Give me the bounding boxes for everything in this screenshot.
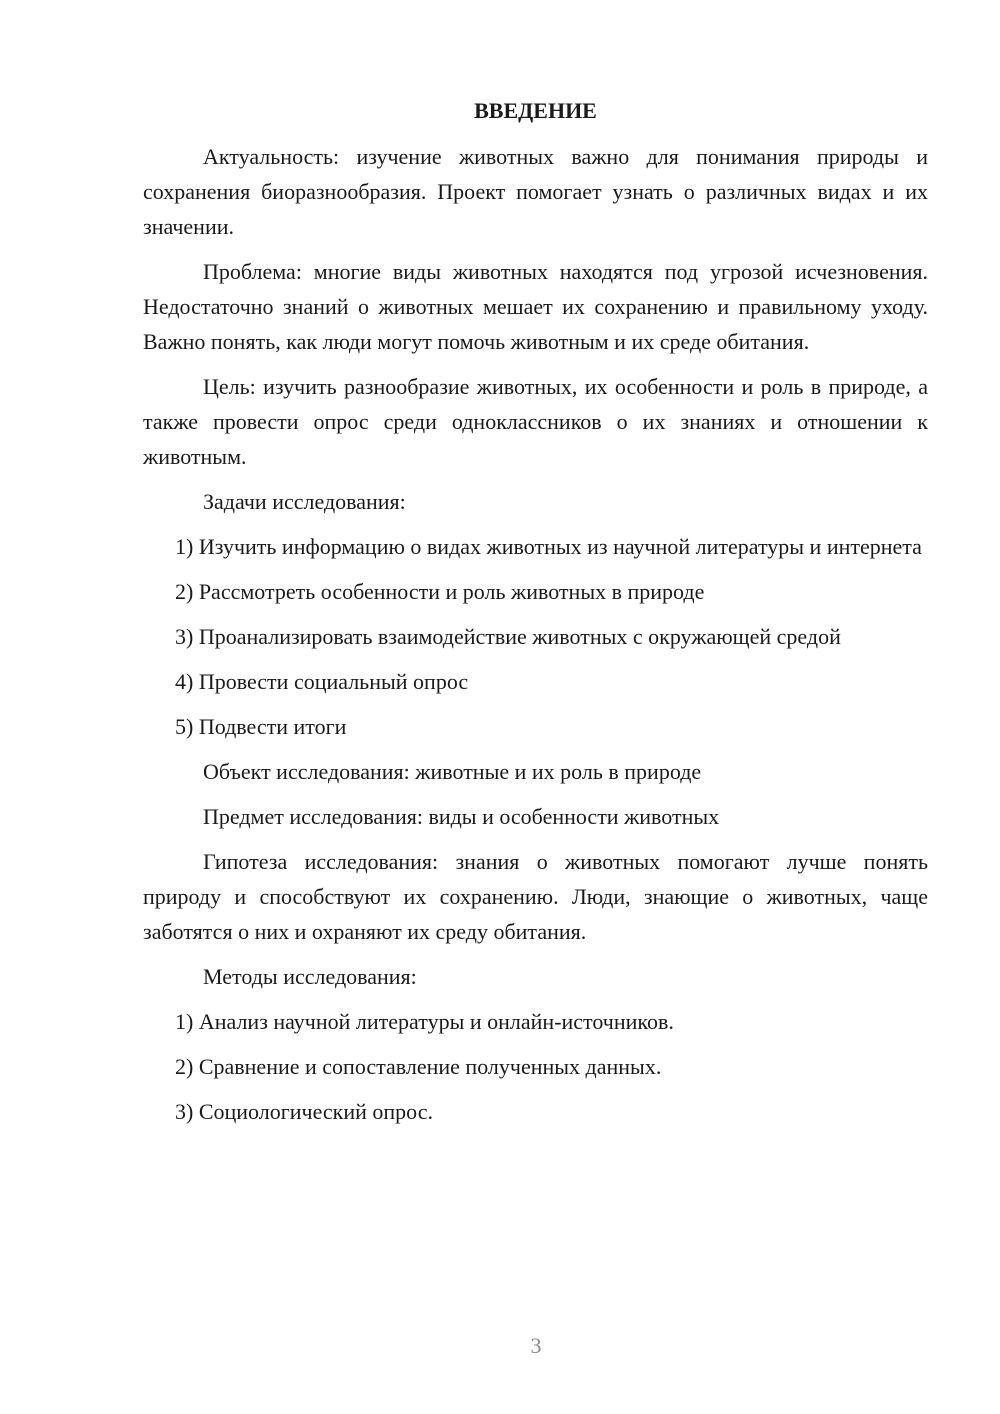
tasks-heading: Задачи исследования:: [203, 489, 406, 514]
object-paragraph: Объект исследования: животные и их роль в природе: [203, 759, 702, 784]
task-item: 4) Провести социальный опрос: [175, 669, 469, 694]
subject-paragraph: Предмет исследования: виды и особенности животных: [203, 804, 720, 829]
goal-paragraph: Цель: изучить разнообразие животных, их особенности и роль в природе, а также провести опрос среди одноклассников о их знаниях и отношении к животным.: [143, 374, 928, 469]
task-item: 1) Изучить информацию о видах животных из научной литературы и интернета: [175, 534, 922, 559]
section-title: ВВЕДЕНИЕ: [474, 98, 597, 123]
task-item: 5) Подвести итоги: [175, 714, 347, 739]
hypothesis-paragraph: Гипотеза исследования: знания о животных помогают лучше понять природу и способствуют их сохранению. Люди, знающие о животных, чаще заботятся о них и охраняют их среду обитания.: [143, 849, 928, 944]
methods-heading: Методы исследования:: [203, 964, 417, 989]
page-number: 3: [530, 1333, 542, 1358]
task-item: 2) Рассмотреть особенности и роль животных в природе: [175, 579, 705, 604]
document-page: [143, 95, 928, 1139]
method-item: 1) Анализ научной литературы и онлайн-источников.: [175, 1009, 674, 1034]
task-item: 3) Проанализировать взаимодействие животных с окружающей средой: [175, 624, 841, 649]
method-item: 3) Социологический опрос.: [175, 1099, 433, 1124]
problem-paragraph: Проблема: многие виды животных находятся под угрозой исчезновения. Недостаточно знаний о животных мешает их сохранению и правильному уходу. Важно понять, как люди могут помочь животным и их среде обитания.: [143, 259, 928, 354]
relevance-paragraph: Актуальность: изучение животных важно для понимания природы и сохранения биоразнообразия. Проект помогает узнать о различных видах и их значении.: [143, 144, 928, 239]
method-item: 2) Сравнение и сопоставление полученных данных.: [175, 1054, 662, 1079]
